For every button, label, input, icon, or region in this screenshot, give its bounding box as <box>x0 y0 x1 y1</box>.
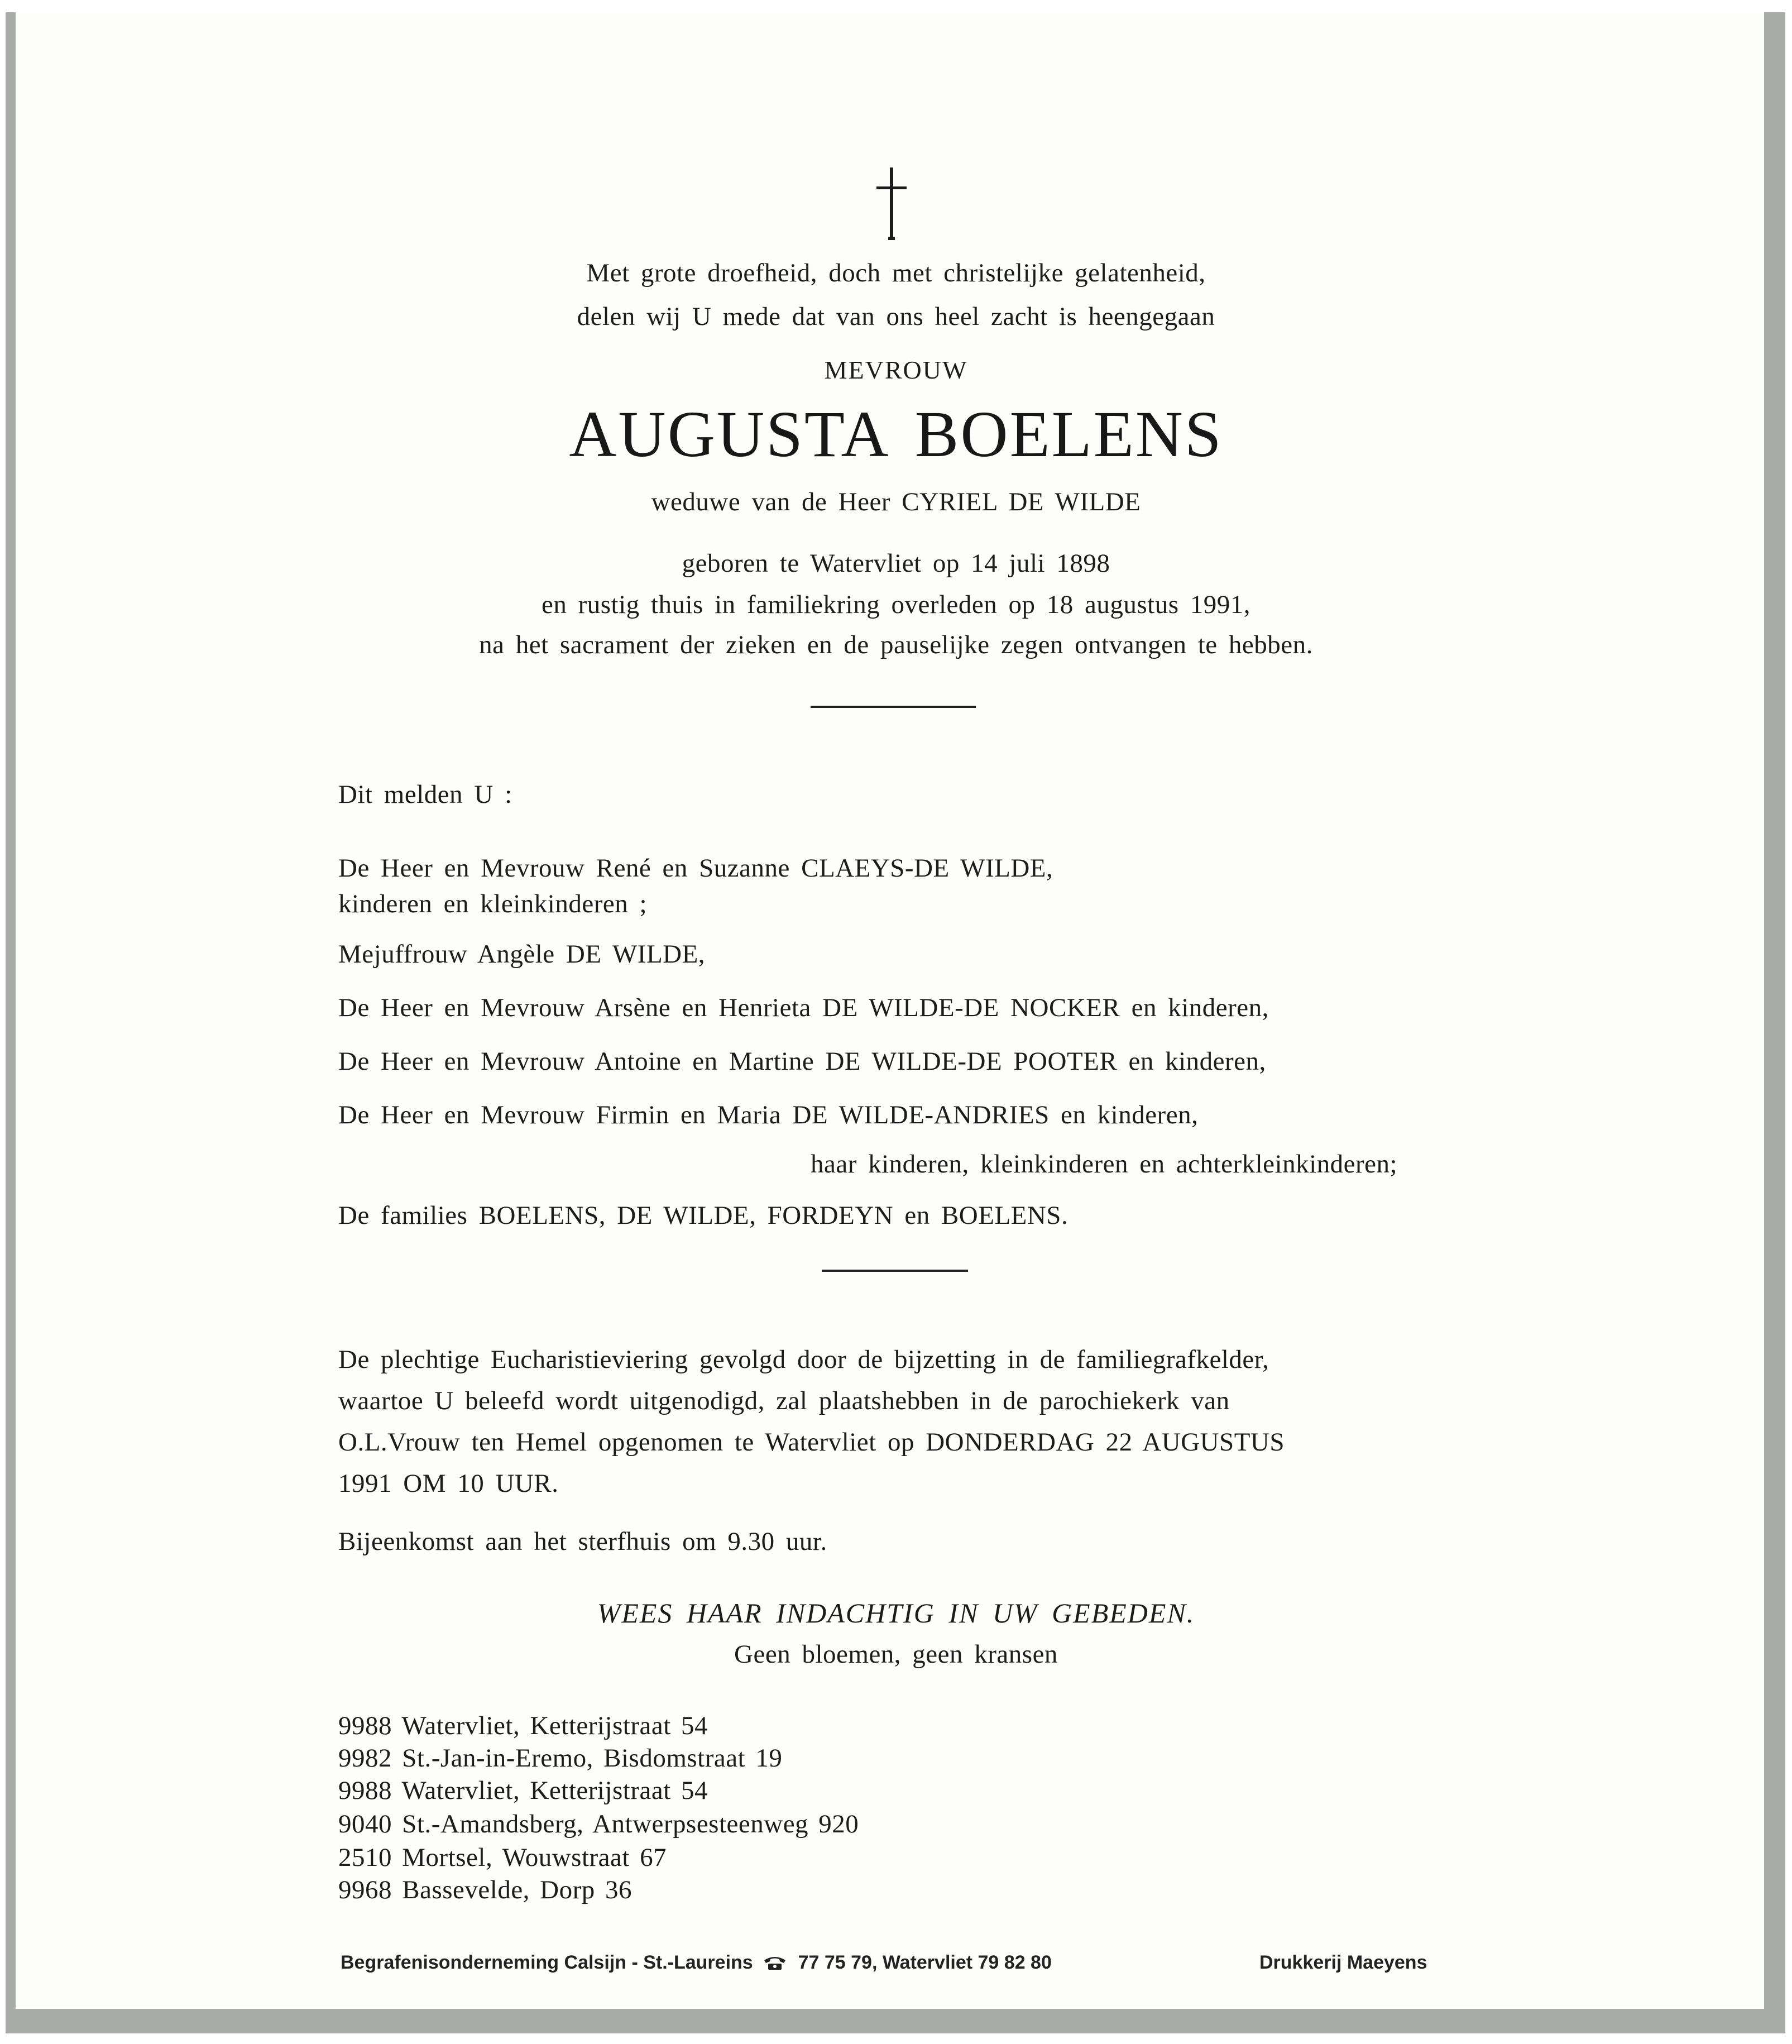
ceremony-line: waartoe U beleefd wordt uitgenodigd, zal plaatshebben in de parochiekerk van <box>338 1386 1230 1415</box>
address-line: 9968 Bassevelde, Dorp 36 <box>338 1875 633 1904</box>
undertaker-footer <box>341 1952 1052 1974</box>
ceremony-line: 1991 OM 10 UUR. <box>338 1469 559 1498</box>
cross-icon <box>872 167 911 240</box>
address-line: 9988 Watervliet, Ketterijstraat 54 <box>338 1776 708 1805</box>
remember-line: WEES HAAR INDACHTIG IN UW GEBEDEN. <box>597 1597 1195 1629</box>
announcer-line: kinderen en kleinkinderen ; <box>338 889 648 918</box>
telephone-icon <box>763 1955 787 1971</box>
sacrament-line: na het sacrament der zieken en de pauselijke zegen ontvangen te hebben. <box>479 630 1313 659</box>
divider-2 <box>822 1270 968 1272</box>
printer-footer: Drukkerij Maeyens <box>1259 1952 1427 1973</box>
title-mevrouw: MEVROUW <box>824 356 968 384</box>
announcer-line: De Heer en Mevrouw René en Suzanne CLAEYS-DE WILDE, <box>338 854 1053 883</box>
announcer-line: De Heer en Mevrouw Firmin en Maria DE WILDE-ANDRIES en kinderen, <box>338 1100 1199 1129</box>
phone-numbers: 77 75 79, Watervliet 79 82 80 <box>798 1952 1052 1973</box>
announcers-intro: Dit melden U : <box>338 780 512 809</box>
announcer-line: De Heer en Mevrouw Arsène en Henrieta DE WILDE-DE NOCKER en kinderen, <box>338 993 1269 1022</box>
no-flowers-line: Geen bloemen, geen kransen <box>734 1640 1058 1669</box>
announcer-line: haar kinderen, kleinkinderen en achterkleinkinderen; <box>811 1150 1398 1179</box>
born-line: geboren te Watervliet op 14 juli 1898 <box>682 549 1110 578</box>
ceremony-line: De plechtige Eucharistieviering gevolgd door de bijzetting in de familiegrafkelder, <box>338 1345 1269 1374</box>
gathering-line: Bijeenkomst aan het sterfhuis om 9.30 uur. <box>338 1527 827 1556</box>
widow-of-line: weduwe van de Heer CYRIEL DE WILDE <box>651 487 1141 516</box>
undertaker-name: Begrafenisonderneming Calsijn - St.-Laureins <box>341 1952 753 1973</box>
died-line: en rustig thuis in familiekring overleden op 18 augustus 1991, <box>542 590 1250 619</box>
address-line: 9040 St.-Amandsberg, Antwerpsesteenweg 920 <box>338 1810 859 1839</box>
intro-line-2: delen wij U mede dat van ons heel zacht is heengegaan <box>577 302 1215 331</box>
announcer-line: De Heer en Mevrouw Antoine en Martine DE WILDE-DE POOTER en kinderen, <box>338 1047 1266 1076</box>
address-line: 2510 Mortsel, Wouwstraat 67 <box>338 1843 667 1872</box>
announcer-line: Mejuffrouw Angèle DE WILDE, <box>338 940 706 969</box>
address-line: 9988 Watervliet, Ketterijstraat 54 <box>338 1711 708 1740</box>
address-line: 9982 St.-Jan-in-Eremo, Bisdomstraat 19 <box>338 1744 783 1773</box>
intro-line-1: Met grote droefheid, doch met christelijke gelatenheid, <box>586 259 1206 288</box>
deceased-name: AUGUSTA BOELENS <box>569 398 1223 471</box>
ceremony-line: O.L.Vrouw ten Hemel opgenomen te Watervliet op DONDERDAG 22 AUGUSTUS <box>338 1428 1285 1457</box>
divider-1 <box>811 706 976 708</box>
announcer-line: De families BOELENS, DE WILDE, FORDEYN en BOELENS. <box>338 1201 1069 1230</box>
